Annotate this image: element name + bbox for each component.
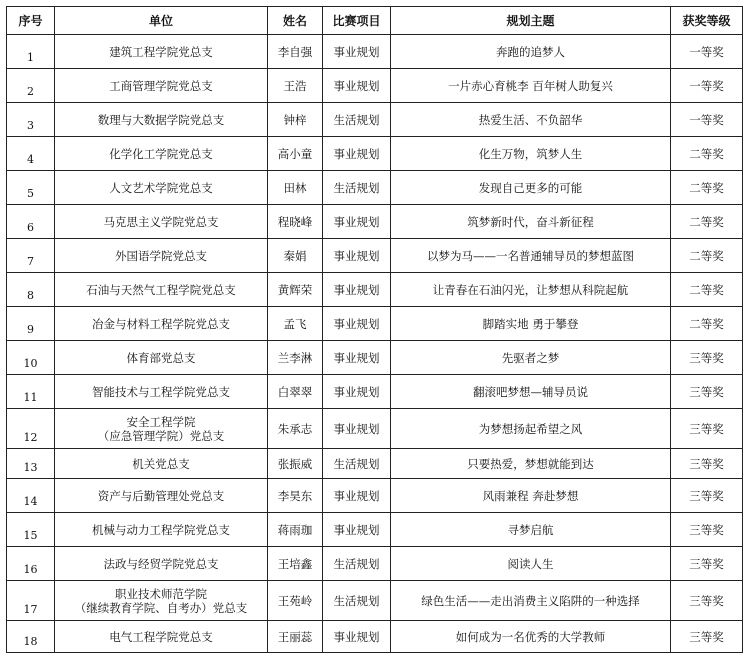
row-unit-line2: （应急管理学院）党总支 [97,428,225,443]
row-award: 三等奖 [671,409,743,449]
row-project: 生活规划 [323,103,391,137]
row-award: 二等奖 [671,137,743,171]
row-serial: 4 [7,137,55,171]
row-unit: 化学化工学院党总支 [55,137,268,171]
header-unit: 单位 [55,7,268,35]
row-name: 高小童 [268,137,323,171]
row-theme: 阅读人生 [391,547,671,581]
row-serial: 9 [7,307,55,341]
header-award: 获奖等级 [671,7,743,35]
header-theme: 规划主题 [391,7,671,35]
row-project: 生活规划 [323,581,391,621]
row-name: 秦娟 [268,239,323,273]
table-row [7,375,743,409]
row-award: 二等奖 [671,307,743,341]
awards-table [6,6,743,653]
row-award: 三等奖 [671,581,743,621]
row-serial: 18 [7,621,55,653]
row-project: 事业规划 [323,409,391,449]
row-unit: 石油与天然气工程学院党总支 [55,273,268,307]
row-unit [55,409,268,449]
row-award: 二等奖 [671,205,743,239]
row-name: 钟梓 [268,103,323,137]
row-award: 三等奖 [671,547,743,581]
row-theme: 如何成为一名优秀的大学教师 [391,621,671,653]
row-serial: 6 [7,205,55,239]
table-row [7,547,743,581]
row-theme: 以梦为马——一名普通辅导员的梦想蓝图 [391,239,671,273]
row-theme: 寻梦启航 [391,513,671,547]
row-project: 事业规划 [323,69,391,103]
row-serial: 3 [7,103,55,137]
row-theme: 热爱生活、不负韶华 [391,103,671,137]
table-row [7,35,743,69]
header-serial: 序号 [7,7,55,35]
row-name: 程晓峰 [268,205,323,239]
row-project: 事业规划 [323,205,391,239]
table-row [7,307,743,341]
row-theme: 奔跑的追梦人 [391,35,671,69]
row-project: 事业规划 [323,273,391,307]
table-row [7,581,743,621]
row-award: 二等奖 [671,171,743,205]
row-unit: 机关党总支 [55,449,268,479]
row-serial: 16 [7,547,55,581]
row-name: 白翠翠 [268,375,323,409]
row-unit: 外国语学院党总支 [55,239,268,273]
row-project: 生活规划 [323,547,391,581]
row-name: 田林 [268,171,323,205]
row-unit: 工商管理学院党总支 [55,69,268,103]
row-theme: 脚踏实地 勇于攀登 [391,307,671,341]
row-name: 王苑岭 [268,581,323,621]
row-unit [55,581,268,621]
row-theme: 筑梦新时代，奋斗新征程 [391,205,671,239]
table-row [7,273,743,307]
row-name: 兰李淋 [268,341,323,375]
row-serial: 13 [7,449,55,479]
row-name: 黄辉荣 [268,273,323,307]
row-serial: 15 [7,513,55,547]
row-name: 王浩 [268,69,323,103]
row-theme: 只要热爱，梦想就能到达 [391,449,671,479]
header-project: 比赛项目 [323,7,391,35]
row-name: 王培鑫 [268,547,323,581]
table-row [7,621,743,653]
row-award: 二等奖 [671,273,743,307]
row-unit: 电气工程学院党总支 [55,621,268,653]
row-project: 事业规划 [323,239,391,273]
row-theme: 为梦想扬起希望之风 [391,409,671,449]
row-unit: 人文艺术学院党总支 [55,171,268,205]
row-award: 二等奖 [671,239,743,273]
row-unit: 数理与大数据学院党总支 [55,103,268,137]
row-award: 三等奖 [671,341,743,375]
row-project: 生活规划 [323,171,391,205]
row-serial: 11 [7,375,55,409]
row-project: 事业规划 [323,621,391,653]
row-unit: 体育部党总支 [55,341,268,375]
table-row [7,69,743,103]
row-serial: 10 [7,341,55,375]
row-unit: 马克思主义学院党总支 [55,205,268,239]
row-unit-line1: 安全工程学院 [126,414,196,429]
row-name: 李自强 [268,35,323,69]
row-unit: 法政与经贸学院党总支 [55,547,268,581]
row-serial: 1 [7,35,55,69]
table-row [7,341,743,375]
row-award: 一等奖 [671,35,743,69]
row-unit: 建筑工程学院党总支 [55,35,268,69]
row-project: 生活规划 [323,449,391,479]
table-row [7,239,743,273]
table-row [7,479,743,513]
row-award: 一等奖 [671,103,743,137]
row-project: 事业规划 [323,341,391,375]
table-row [7,171,743,205]
row-name: 孟飞 [268,307,323,341]
table-row [7,205,743,239]
row-award: 三等奖 [671,479,743,513]
row-theme: 发现自己更多的可能 [391,171,671,205]
row-serial: 17 [7,581,55,621]
row-theme: 让青春在石油闪光，让梦想从科院起航 [391,273,671,307]
table-row [7,409,743,449]
row-unit-line2: （继续教育学院、自考办）党总支 [74,600,248,615]
row-unit: 冶金与材料工程学院党总支 [55,307,268,341]
row-project: 事业规划 [323,513,391,547]
row-theme: 翻滚吧梦想—辅导员说 [391,375,671,409]
row-theme: 一片赤心育桃李 百年树人助复兴 [391,69,671,103]
row-award: 三等奖 [671,449,743,479]
row-name: 张振威 [268,449,323,479]
row-project: 事业规划 [323,307,391,341]
row-name: 王丽蕊 [268,621,323,653]
row-award: 三等奖 [671,621,743,653]
row-serial: 14 [7,479,55,513]
row-serial: 8 [7,273,55,307]
row-serial: 12 [7,409,55,449]
row-award: 一等奖 [671,69,743,103]
row-name: 朱承志 [268,409,323,449]
row-project: 事业规划 [323,375,391,409]
row-project: 事业规划 [323,137,391,171]
row-unit: 机械与动力工程学院党总支 [55,513,268,547]
row-name: 李昊东 [268,479,323,513]
row-theme: 风雨兼程 奔赴梦想 [391,479,671,513]
row-serial: 5 [7,171,55,205]
row-project: 事业规划 [323,35,391,69]
row-unit: 智能技术与工程学院党总支 [55,375,268,409]
table-row [7,449,743,479]
row-name: 蒋雨珈 [268,513,323,547]
table-row [7,137,743,171]
row-theme: 绿色生活——走出消费主义陷阱的一种选择 [391,581,671,621]
table-row [7,513,743,547]
row-theme: 化生万物，筑梦人生 [391,137,671,171]
table-row [7,103,743,137]
row-serial: 7 [7,239,55,273]
header-name: 姓名 [268,7,323,35]
row-theme: 先驱者之梦 [391,341,671,375]
row-unit-line1: 职业技术师范学院 [115,586,207,601]
row-unit: 资产与后勤管理处党总支 [55,479,268,513]
header-row [7,7,743,35]
row-award: 三等奖 [671,375,743,409]
row-award: 三等奖 [671,513,743,547]
row-serial: 2 [7,69,55,103]
row-project: 事业规划 [323,479,391,513]
